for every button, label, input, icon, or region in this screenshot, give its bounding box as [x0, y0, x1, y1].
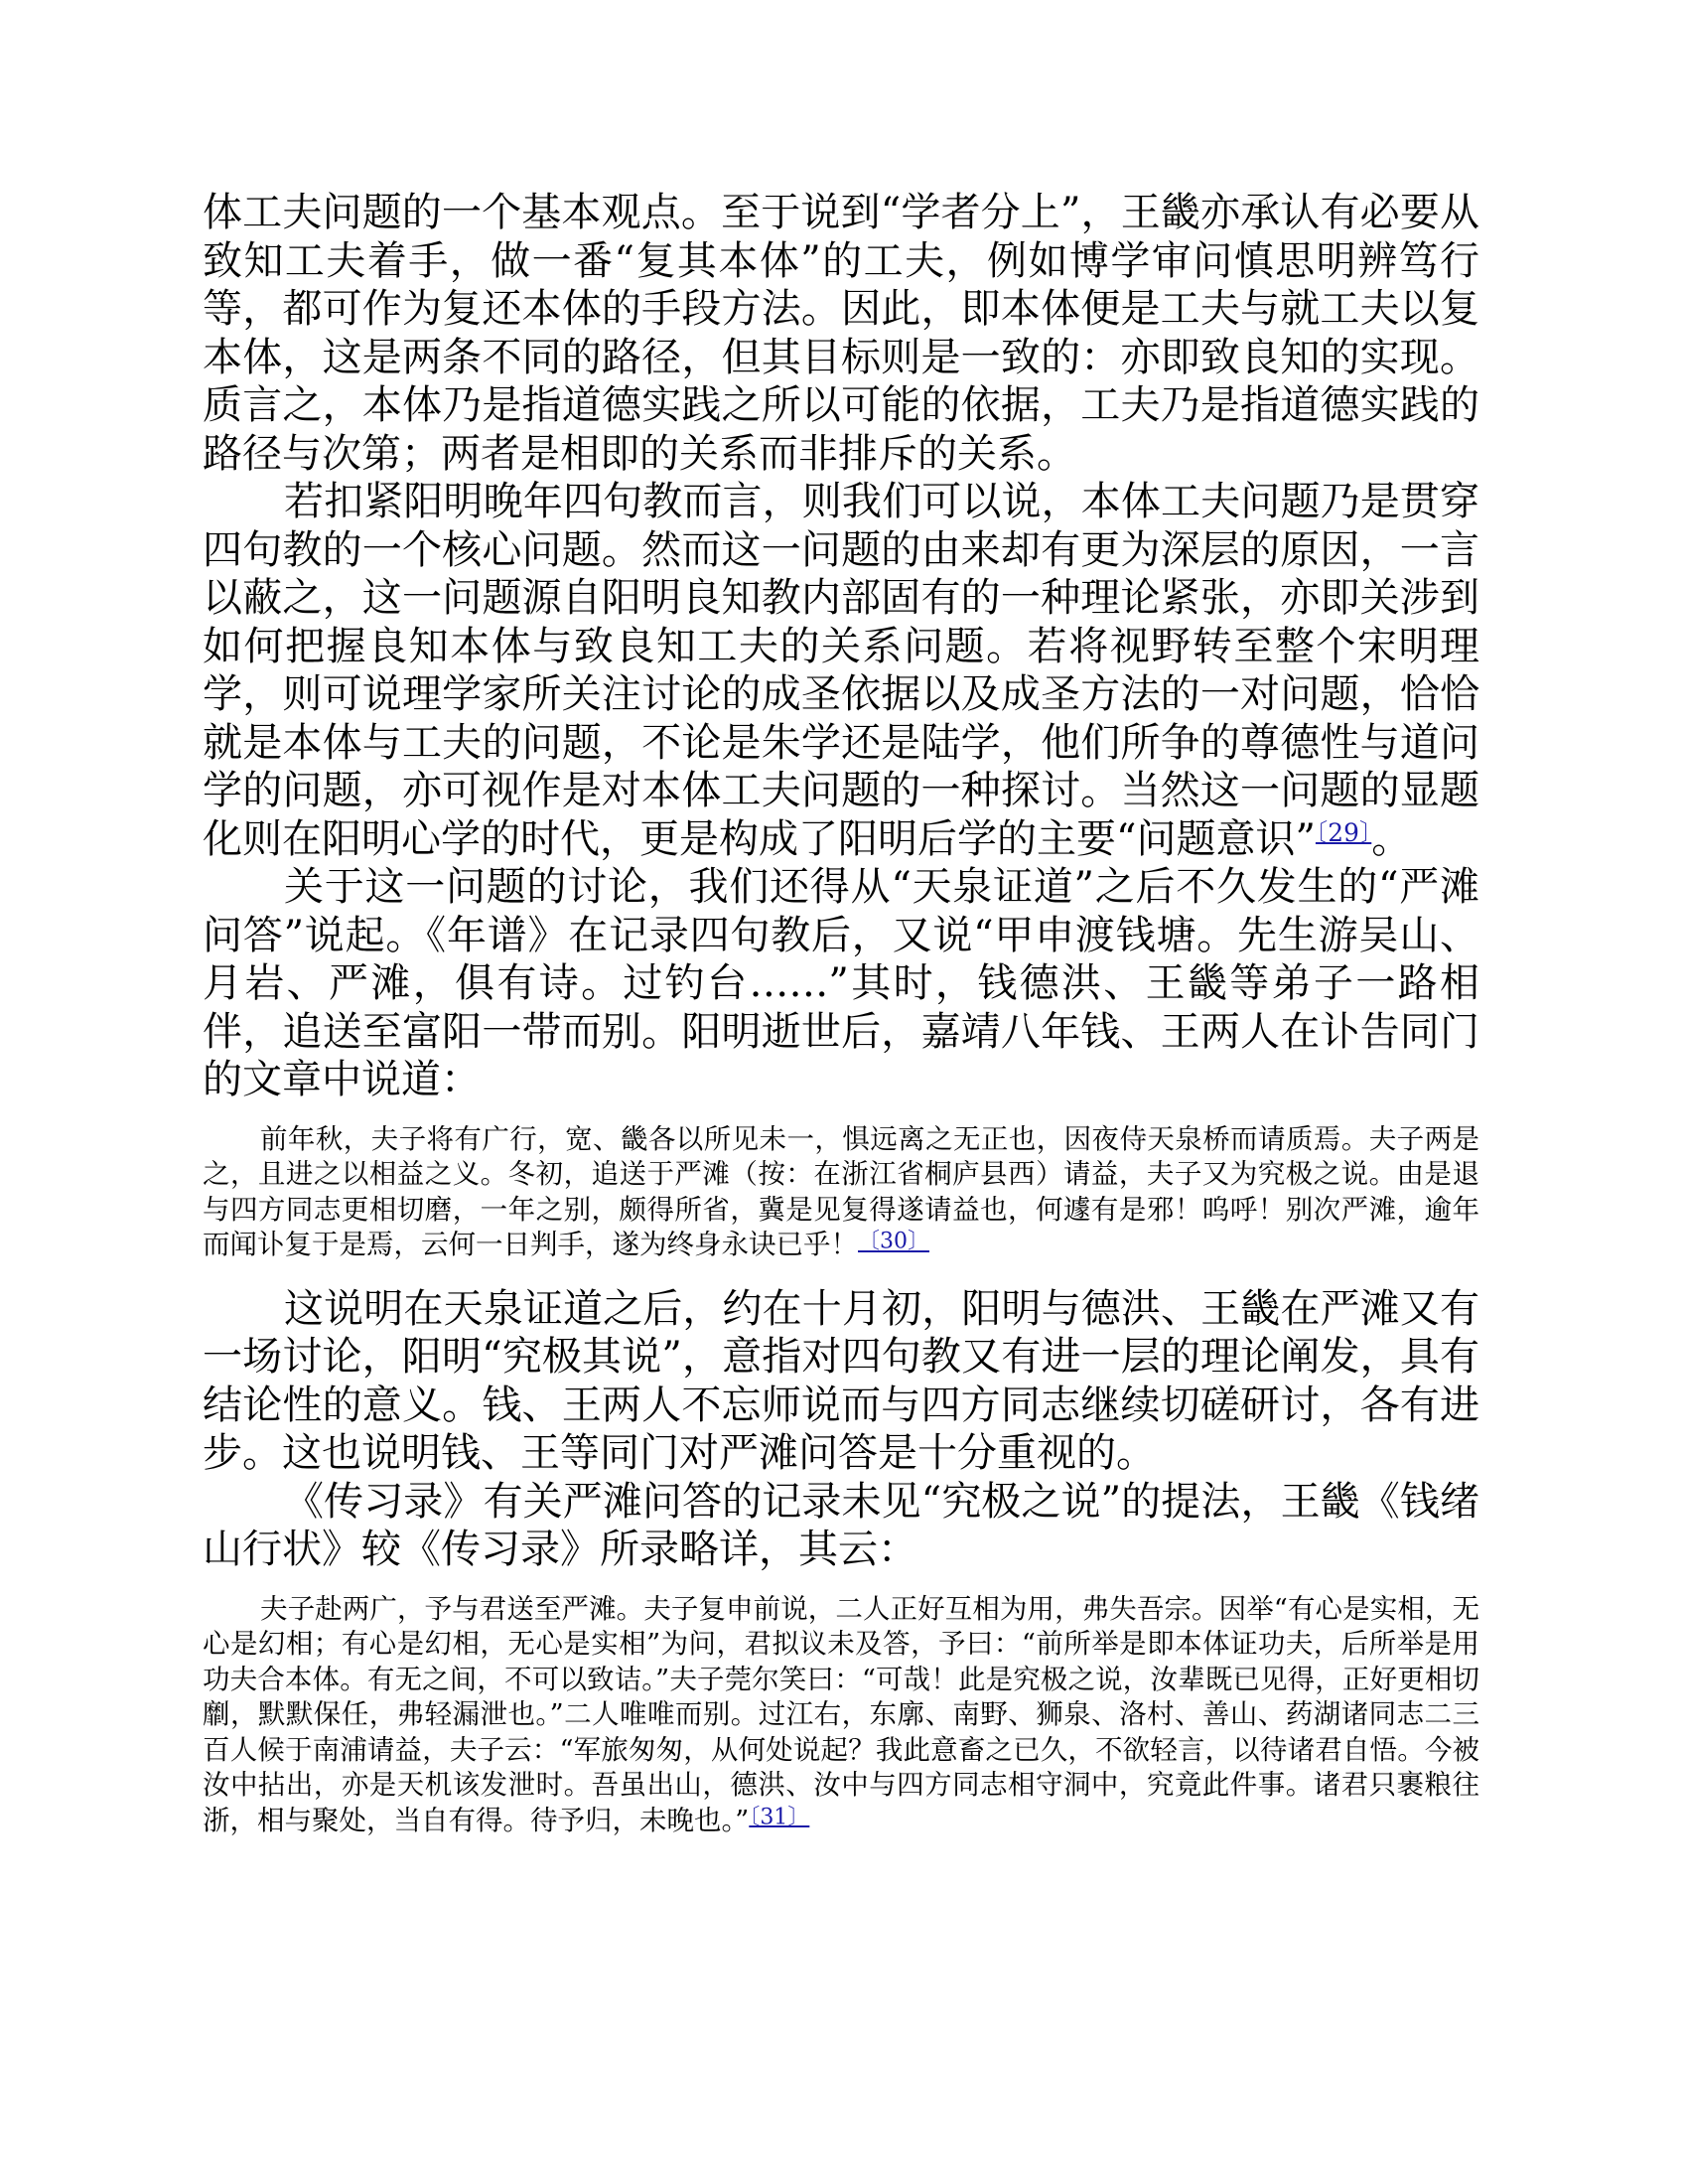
paragraph-tail: 。 [1371, 815, 1412, 862]
paragraph-text: 体工夫问题的一个基本观点。至于说到“学者分上”，王畿亦承认有必要从致知工夫着手，做一番“复其本体”的工夫，例如博学审问慎思明辨笃行等，都可作为复还本体的手段方法。因此，即本体便是工夫与就工夫以复本体，这是两条不同的路径，但其目标则是一致的：亦即致良知的实现。质言之，本体乃是指道德实践之所以可能的依据，工夫乃是指道德实践的路径与次第；两者是相即的关系而非排斥的关系。 [203, 190, 1479, 477]
quote-text: 前年秋，夫子将有广行，宽、畿各以所见未一，惧远离之无正也，因夜侍天泉桥而请质焉。夫子两是之，且进之以相益之义。冬初，追送于严滩（按：在浙江省桐庐县西）请益，夫子又为究极之说。由是退与四方同志更相切磨，一年之别，颇得所省，冀是见复得遂请益也，何遽有是邪！呜呼！别次严滩，逾年而闻讣复于是焉，云何一日判手，遂为终身永诀已乎！ [203, 1122, 1479, 1260]
footnote-link-29[interactable]: 〔29〕 [1315, 817, 1372, 847]
document-page [203, 189, 1479, 1838]
footnote-link-31[interactable]: 〔31〕 [749, 1805, 810, 1829]
paragraph-text: 若扣紧阳明晚年四句教而言，则我们可以说，本体工夫问题乃是贯穿四句教的一个核心问题。然而这一问题的由来却有更为深层的原因，一言以蔽之，这一问题源自阳明良知教内部固有的一种理论紧张，亦即关涉到如何把握良知本体与致良知工夫的关系问题。若将视野转至整个宋明理学，则可说理学家所关注讨论的成圣依据以及成圣方法的一对问题，恰恰就是本体与工夫的问题，不论是朱学还是陆学，他们所争的尊德性与道问学的问题，亦可视作是对本体工夫问题的一种探讨。当然这一问题的显题化则在阳明心学的时代，更是构成了阳明后学的主要“问题意识” [203, 479, 1479, 862]
block-quote-xingzhuang [203, 1592, 1479, 1839]
paragraph-chuanxilu [203, 1478, 1479, 1574]
paragraph-four-sentence-teaching [203, 478, 1479, 863]
paragraph-continued [203, 189, 1479, 478]
paragraph-yantan-dialogue [203, 863, 1479, 1104]
paragraph-text: 《传习录》有关严滩问答的记录未见“究极之说”的提法，王畿《钱绪山行状》较《传习录》所录略详，其云： [203, 1478, 1479, 1572]
paragraph-text: 关于这一问题的讨论，我们还得从“天泉证道”之后不久发生的“严滩问答”说起。《年谱》在记录四句教后，又说“甲申渡钱塘。先生游吴山、月岩、严滩，俱有诗。过钓台……”其时，钱德洪、王畿等弟子一路相伴，追送至富阳一带而别。阳明逝世后，嘉靖八年钱、王两人在讣告同门的文章中说道： [203, 864, 1479, 1102]
paragraph-explanation [203, 1285, 1479, 1478]
quote-text: 夫子赴两广，予与君送至严滩。夫子复申前说，二人正好互相为用，弗失吾宗。因举“有心是实相，无心是幻相；有心是幻相，无心是实相”为问，君拟议未及答，予曰：“前所举是即本体证功夫，后所举是用功夫合本体。有无之间，不可以致诘。”夫子莞尔笑曰：“可哉！此是究极之说，汝辈既已见得，正好更相切劘，默默保任，弗轻漏泄也。”二人唯唯而别。过江右，东廓、南野、狮泉、洛村、善山、药湖诸同志二三百人候于南浦请益，夫子云：“军旅匆匆，从何处说起？我此意畜之已久，不欲轻言，以待诸君自悟。今被汝中拈出，亦是天机该发泄时。吾虽出山，德洪、汝中与四方同志相守洞中，究竟此件事。诸君只裹粮往浙，相与聚处，当自有得。待予归，未晚也。” [203, 1592, 1479, 1836]
paragraph-text: 这说明在天泉证道之后，约在十月初，阳明与德洪、王畿在严滩又有一场讨论，阳明“究极其说”，意指对四句教又有进一层的理论阐发，具有结论性的意义。钱、王两人不忘师说而与四方同志继续切磋研讨，各有进步。这也说明钱、王等同门对严滩问答是十分重视的。 [203, 1285, 1479, 1476]
block-quote-obituary [203, 1122, 1479, 1263]
footnote-link-30[interactable]: 〔30〕 [858, 1229, 929, 1254]
